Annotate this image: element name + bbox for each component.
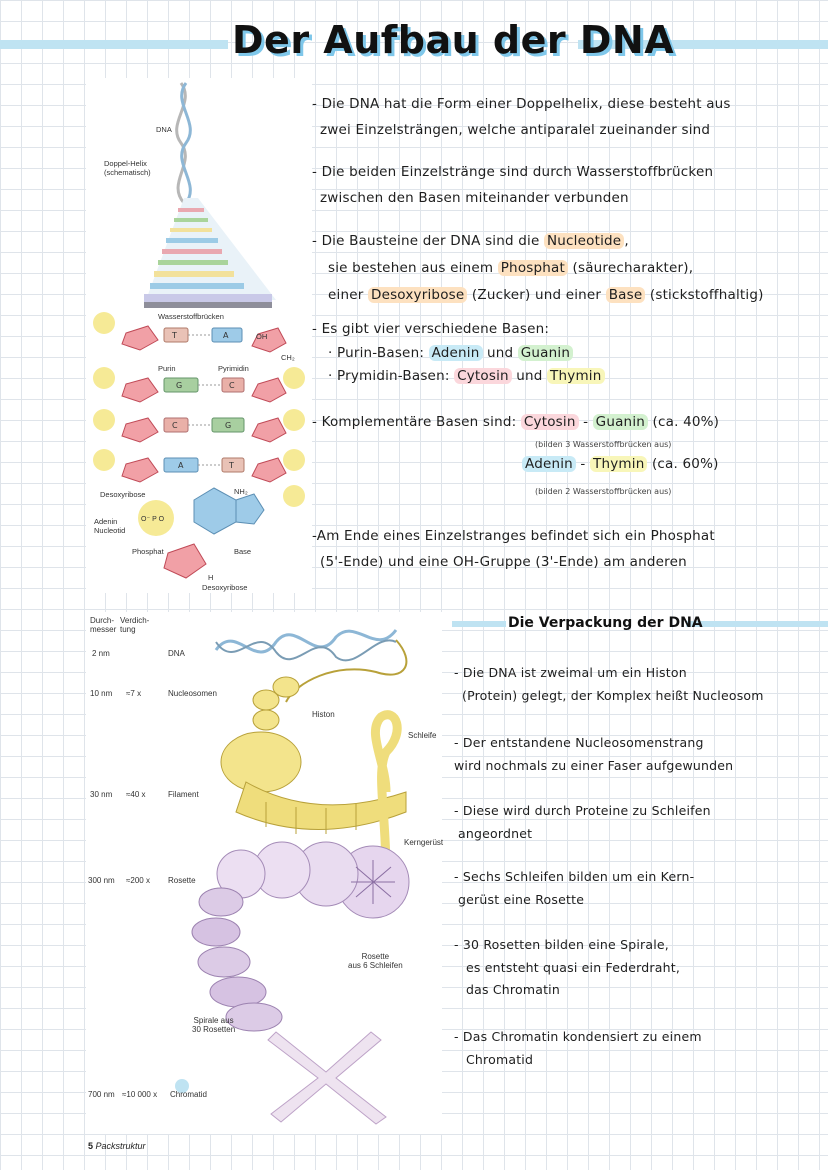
row-dna-name: DNA	[168, 649, 185, 658]
note-line: - Sechs Schleifen bilden um ein Kern-	[454, 869, 695, 884]
note-line: - Die DNA ist zweimal um ein Histon	[454, 665, 687, 680]
title-highlight-left	[0, 40, 228, 49]
note-ende	[312, 524, 715, 575]
packstruktur-figure	[86, 612, 442, 1134]
note-3-wasserstoff: (bilden 3 Wasserstoffbrücken aus)	[535, 440, 672, 449]
row-filament-name: Filament	[168, 790, 199, 799]
note-wasserstoff	[312, 160, 713, 211]
row-filament-compaction: ≈40 x	[126, 790, 146, 799]
note-line: angeordnet	[458, 825, 533, 841]
row-dna-diameter: 2 nm	[92, 649, 110, 658]
note-line: (5'-Ende) und eine OH-Gruppe (3'-Ende) am anderen	[320, 553, 687, 570]
svg-text:T: T	[229, 461, 234, 470]
row-nucleosomen-compaction: ≈7 x	[126, 689, 142, 698]
note-line: - Komplementäre Basen sind: Cytosin - Guanin (ca. 40%)	[312, 414, 720, 430]
label-purin: Purin	[158, 364, 176, 373]
subtitle-highlight-left	[452, 621, 506, 627]
note-adenin-thymin: Adenin - Thymin (ca. 60%)	[522, 452, 719, 478]
column-header-durchmesser: Durch- messer	[90, 616, 117, 634]
highlight-guanin: Guanin	[518, 345, 573, 361]
note-line: · Purin-Basen: Adenin und Guanin	[312, 342, 605, 366]
row-rosette-name: Rosette	[168, 876, 196, 885]
subtitle-highlight-right	[686, 621, 828, 627]
highlight-desoxyribose: Desoxyribose	[368, 287, 467, 303]
note-2-wasserstoff: (bilden 2 Wasserstoffbrücken aus)	[535, 487, 672, 496]
note-line: - Die DNA hat die Form einer Doppelhelix, diese besteht aus	[312, 96, 731, 112]
note-line: -Am Ende eines Einzelstranges befindet sich ein Phosphat	[312, 528, 715, 544]
row-chromatid-compaction: ≈10 000 x	[122, 1090, 158, 1099]
note-line: · Prymidin-Basen: Cytosin und Thymin	[312, 365, 605, 389]
svg-text:T: T	[172, 331, 177, 340]
note-line: es entsteht quasi ein Federdraht,	[466, 959, 680, 975]
highlight-base: Base	[606, 287, 646, 303]
svg-text:C: C	[229, 381, 235, 390]
row-rosette-diameter: 300 nm	[88, 876, 115, 885]
row-rosette-compaction: ≈200 x	[126, 876, 150, 885]
label-nh2: NH₂	[234, 487, 248, 496]
svg-text:C: C	[172, 421, 178, 430]
highlight-adenin-2: Adenin	[522, 456, 576, 472]
note-line: (Protein) gelegt, der Komplex heißt Nucleosom	[462, 687, 764, 703]
label-adenin-nucleotid: Adenin Nucleotid	[94, 517, 126, 535]
label-doppel-helix: Doppel-Helix (schematisch)	[104, 159, 151, 177]
note-line: - Die Bausteine der DNA sind die Nucleotide ,	[312, 233, 629, 249]
label-phosphat: Phosphat	[132, 547, 164, 556]
note-line: - Es gibt vier verschiedene Basen:	[312, 321, 550, 337]
highlight-adenin: Adenin	[429, 345, 483, 361]
column-header-verdichtung: Verdich- tung	[120, 616, 150, 634]
label-schleife: Schleife	[408, 731, 437, 740]
note-spirale	[454, 934, 680, 1002]
label-kerngeruest: Kerngerüst	[404, 838, 444, 847]
note-line: das Chromatin	[466, 982, 560, 997]
bases-letters	[171, 331, 235, 470]
note-line: zwei Einzelsträngen, welche antiparalel zueinander sind	[320, 121, 711, 138]
label-ch2: CH₂	[281, 353, 295, 362]
label-dna: DNA	[156, 125, 172, 134]
row-chromatid-name: Chromatid	[170, 1090, 207, 1099]
note-basen	[312, 318, 605, 389]
svg-text:G: G	[225, 421, 232, 430]
dna-structure-diagram	[86, 78, 312, 593]
adenin-nucleotide-structure	[138, 488, 264, 578]
double-helix-schematic	[144, 83, 276, 308]
note-line: Chromatid	[466, 1051, 534, 1067]
note-line: gerüst eine Rosette	[458, 891, 585, 907]
label-oh: OH	[256, 332, 268, 341]
note-line: - Der entstandene Nucleosomenstrang	[454, 735, 704, 750]
highlight-thymin: Thymin	[547, 368, 604, 384]
row-nucleosomen-name: Nucleosomen	[168, 689, 217, 698]
note-line: sie bestehen aus einem Phosphat (säurecharakter),	[328, 260, 694, 276]
note-histon	[454, 662, 764, 707]
note-line: - Das Chromatin kondensiert zu einem	[454, 1029, 702, 1044]
note-line: wird nochmals zu einer Faser aufgewunden	[454, 757, 734, 773]
label-desoxyribose: Desoxyribose	[100, 490, 146, 499]
label-base: Base	[234, 547, 252, 556]
row-chromatid-diameter: 700 nm	[88, 1090, 115, 1099]
svg-text:G: G	[176, 381, 183, 390]
label-pyrimidin: Pyrimidin	[218, 364, 249, 373]
dna-structure-figure	[86, 78, 312, 593]
note-rosette	[454, 866, 694, 911]
highlight-cytosin-2: Cytosin	[521, 414, 579, 430]
svg-text:O⁻ P O: O⁻ P O	[141, 516, 165, 523]
svg-text:A: A	[178, 461, 184, 470]
label-histon: Histon	[312, 710, 335, 719]
svg-text:A: A	[223, 331, 229, 340]
label-desoxyribose-2: Desoxyribose	[202, 583, 248, 592]
label-h: H	[208, 573, 214, 582]
label-wasserstoffbruecken: Wasserstoffbrücken	[158, 312, 224, 321]
base-pair-rows	[93, 312, 305, 507]
note-faser	[454, 732, 733, 777]
label-rosette-6-schleifen: Rosette aus 6 Schleifen	[348, 952, 403, 970]
note-line: einer Desoxyribose (Zucker) und einer Base (stickstoffhaltig)	[328, 287, 764, 303]
highlight-guanin-2: Guanin	[593, 414, 648, 430]
highlight-cytosin: Cytosin	[454, 368, 512, 384]
note-chromatid	[454, 1026, 702, 1071]
note-bausteine	[312, 228, 764, 309]
section-subtitle: Die Verpackung der DNA	[508, 615, 703, 631]
page-title: Der Aufbau der DNA	[232, 18, 675, 62]
note-line: zwischen den Basen miteinander verbunden	[320, 189, 629, 206]
note-line: - Diese wird durch Proteine zu Schleifen	[454, 803, 711, 818]
row-filament-diameter: 30 nm	[90, 790, 113, 799]
note-doppelhelix	[312, 92, 731, 143]
highlight-thymin-2: Thymin	[590, 456, 647, 472]
highlight-nucleotide: Nucleotide	[544, 233, 624, 249]
row-nucleosomen-diameter: 10 nm	[90, 689, 113, 698]
figure-caption: 5 Packstruktur	[88, 1141, 146, 1151]
label-spirale-30-rosetten: Spirale aus 30 Rosetten	[192, 1016, 236, 1034]
note-schleifen	[454, 800, 711, 845]
note-line: - 30 Rosetten bilden eine Spirale,	[454, 937, 669, 952]
note-line: - Die beiden Einzelstränge sind durch Wasserstoffbrücken	[312, 164, 714, 180]
highlight-phosphat: Phosphat	[498, 260, 568, 276]
note-komplementaer	[312, 410, 719, 436]
